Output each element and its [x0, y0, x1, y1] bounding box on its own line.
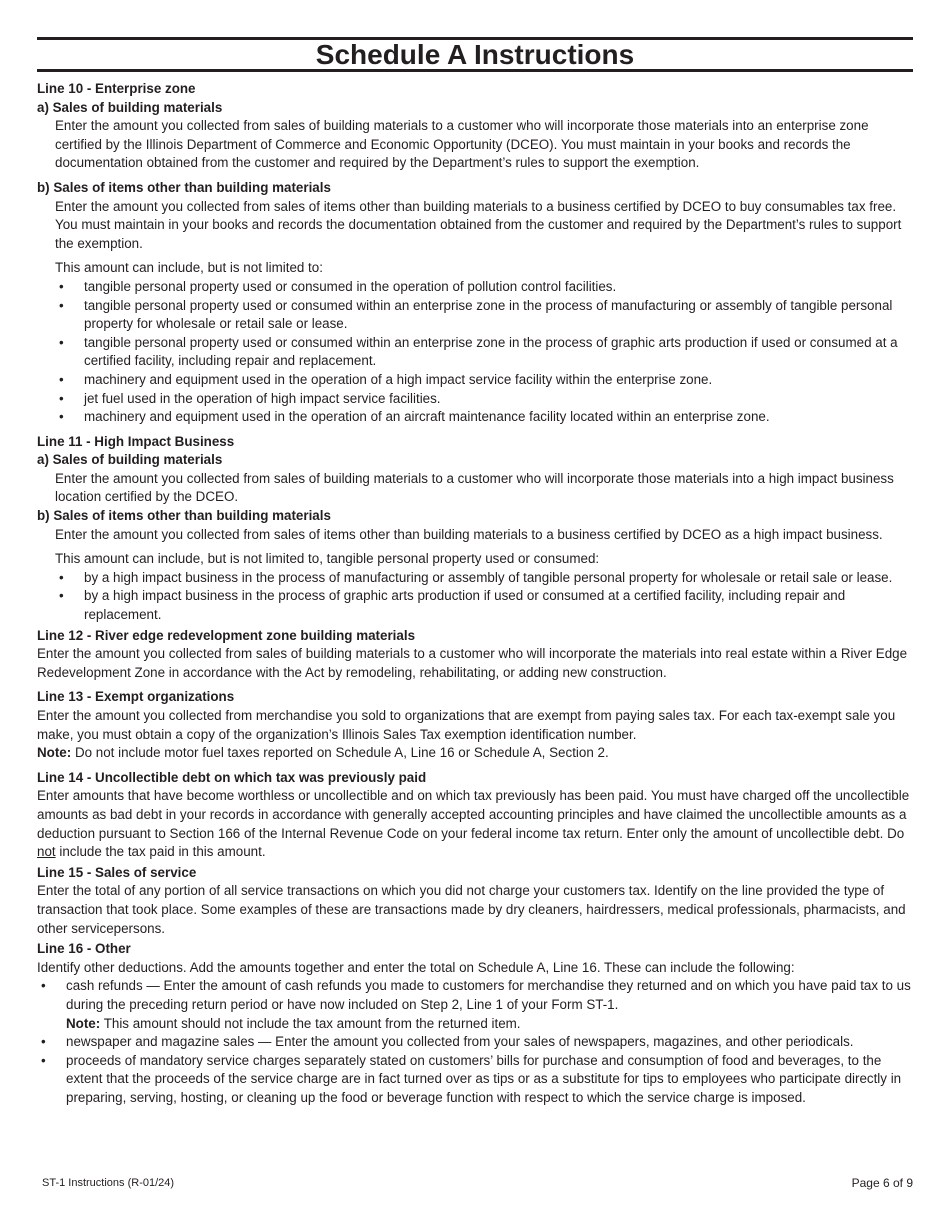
list-item: • tangible personal property used or consumed within an enterprise zone in the process of graphic arts production if used or consumed at a certified facility, including repair and replacement.	[55, 334, 913, 371]
list-item: • by a high impact business in the process of manufacturing or assembly of tangible personal property for wholesale or retail sale or lease.	[55, 569, 913, 588]
line-14-text-underlined: not	[37, 844, 56, 860]
line-13-text: Enter the amount you collected from merchandise you sold to organizations that are exempt from paying sales tax. For each tax-exempt sale you make, you must obtain a copy of the organization’s Illinois Sales Tax exemption identification number.	[37, 708, 896, 742]
section-line-16	[37, 940, 913, 1107]
list-item: • machinery and equipment used in the operation of an aircraft maintenance facility located within an enterprise zone.	[55, 408, 913, 427]
section-line-13	[37, 688, 913, 762]
line-10-a-heading: a) Sales of building materials	[37, 99, 223, 115]
page-title: Schedule A Instructions	[37, 37, 913, 72]
line-14-text	[37, 787, 913, 861]
line-10-list-intro: This amount can include, but is not limited to:	[55, 260, 323, 276]
section-line-10	[37, 80, 913, 427]
list-item: • jet fuel used in the operation of high impact service facilities.	[55, 390, 913, 409]
line-10-heading: Line 10 - Enterprise zone	[37, 81, 196, 96]
section-line-11	[37, 433, 913, 625]
line-12-heading: Line 12 - River edge redevelopment zone building materials	[37, 627, 416, 643]
line-14-heading: Line 14 - Uncollectible debt on which tax was previously paid	[37, 769, 427, 785]
line-11-b-heading: b) Sales of items other than building materials	[37, 508, 331, 524]
line-16-text: Identify other deductions. Add the amounts together and enter the total on Schedule A, Line 16. These can include the following:	[37, 959, 795, 975]
line-15-text: Enter the total of any portion of all service transactions on which you did not charge your customers tax. Identify on the line provided the type of transaction that took place. Some examples of these are transactions made by dry cleaners, hairdressers, medical professionals, pharmacists, and other servicepersons.	[37, 883, 906, 936]
line-16-bullet-1-text: cash refunds — Enter the amount of cash refunds you made to customers for merchandise they returned and on which you have paid tax to us during the preceding return period or have now included on Step 2, Line 1 of your Form ST-1.	[66, 978, 911, 1012]
footer-form-id: ST-1 Instructions (R-01/24)	[42, 1177, 175, 1189]
line-11-a-heading: a) Sales of building materials	[37, 452, 223, 468]
footer-page-number: Page 6 of 9	[851, 1176, 913, 1190]
list-item: • proceeds of mandatory service charges separately stated on customers’ bills for purchase and consumption of food and beverages, to the extent that the proceeds of the service charge are in fact turned over as tips or as a substitute for tips to employees who participate directly in preparing, serving, hosting, or cleaning up the food or beverage function with respect to which the service charge is imposed.	[37, 1052, 913, 1108]
list-item: • by a high impact business in the process of graphic arts production if used or consumed at a certified facility, including repair and replacement.	[55, 587, 913, 624]
line-11-bullet-list	[37, 569, 913, 625]
list-item: • newspaper and magazine sales — Enter the amount you collected from your sales of newspapers, magazines, and other periodicals.	[37, 1033, 913, 1052]
section-line-14	[37, 769, 913, 862]
list-item	[37, 977, 913, 1033]
line-11-heading: Line 11 - High Impact Business	[37, 433, 235, 449]
line-10-b-heading: b) Sales of items other than building materials	[37, 179, 331, 195]
list-item: • tangible personal property used or consumed in the operation of pollution control facilities.	[55, 278, 913, 297]
note-text: This amount should not include the tax amount from the returned item.	[100, 1015, 521, 1031]
list-item: • tangible personal property used or consumed within an enterprise zone in the process of manufacturing or assembly of tangible personal property for wholesale or retail sale or lease.	[55, 297, 913, 334]
section-line-15	[37, 864, 913, 938]
list-item: • machinery and equipment used in the operation of a high impact service facility within the enterprise zone.	[55, 371, 913, 390]
line-16-bullet-list	[37, 977, 913, 1107]
note-label: Note:	[37, 745, 72, 761]
line-12-text: Enter the amount you collected from sales of building materials to a customer who will incorporate the materials into real estate within a River Edge Redevelopment Zone in accordance with the Act by remodeling, rehabilitating, or adding new construction.	[37, 646, 908, 680]
line-10-a-text: Enter the amount you collected from sales of building materials to a customer who will incorporate those materials into an enterprise zone certified by the Illinois Department of Commerce and Economic Opportunity (DCEO). You must maintain in your books and records the documentation obtained from the customer and required by the Department’s rules to support the exemption.	[55, 118, 869, 171]
line-13-note	[37, 744, 913, 763]
line-11-b-text: Enter the amount you collected from sales of items other than building materials to a business certified by DCEO as a high impact business.	[55, 526, 883, 542]
line-14-text-part2: include the tax paid in this amount.	[55, 844, 266, 860]
line-16-heading: Line 16 - Other	[37, 941, 131, 957]
note-text: Do not include motor fuel taxes reported on Schedule A, Line 16 or Schedule A, Section 2.	[71, 745, 609, 761]
line-11-list-intro: This amount can include, but is not limited to, tangible personal property used or consumed:	[55, 551, 600, 567]
line-15-heading: Line 15 - Sales of service	[37, 864, 197, 880]
line-14-text-part1: Enter amounts that have become worthless or uncollectible and on which tax previously has been paid. You must have charged off the uncollectible amounts as bad debt in your records in accordance with generally accepted accounting principles and have claimed the uncollectible amounts as a deduction pursuant to Section 166 of the Internal Revenue Code on your federal income tax return. Enter only the amount of uncollectible debt. Do	[37, 788, 910, 841]
section-line-12	[37, 627, 913, 683]
line-11-a-text: Enter the amount you collected from sales of building materials to a customer who will incorporate those materials into a high impact business location certified by the DCEO.	[55, 470, 894, 505]
line-10-b-text: Enter the amount you collected from sales of items other than building materials to a business certified by DCEO to buy consumables tax free. You must maintain in your books and records the documentation obtained from the customer and required by the Department’s rules to support the exemption.	[55, 198, 902, 251]
line-13-heading: Line 13 - Exempt organizations	[37, 689, 235, 705]
note-label: Note:	[66, 1015, 101, 1031]
page-content	[37, 37, 913, 1107]
line-10-bullet-list	[37, 278, 913, 427]
